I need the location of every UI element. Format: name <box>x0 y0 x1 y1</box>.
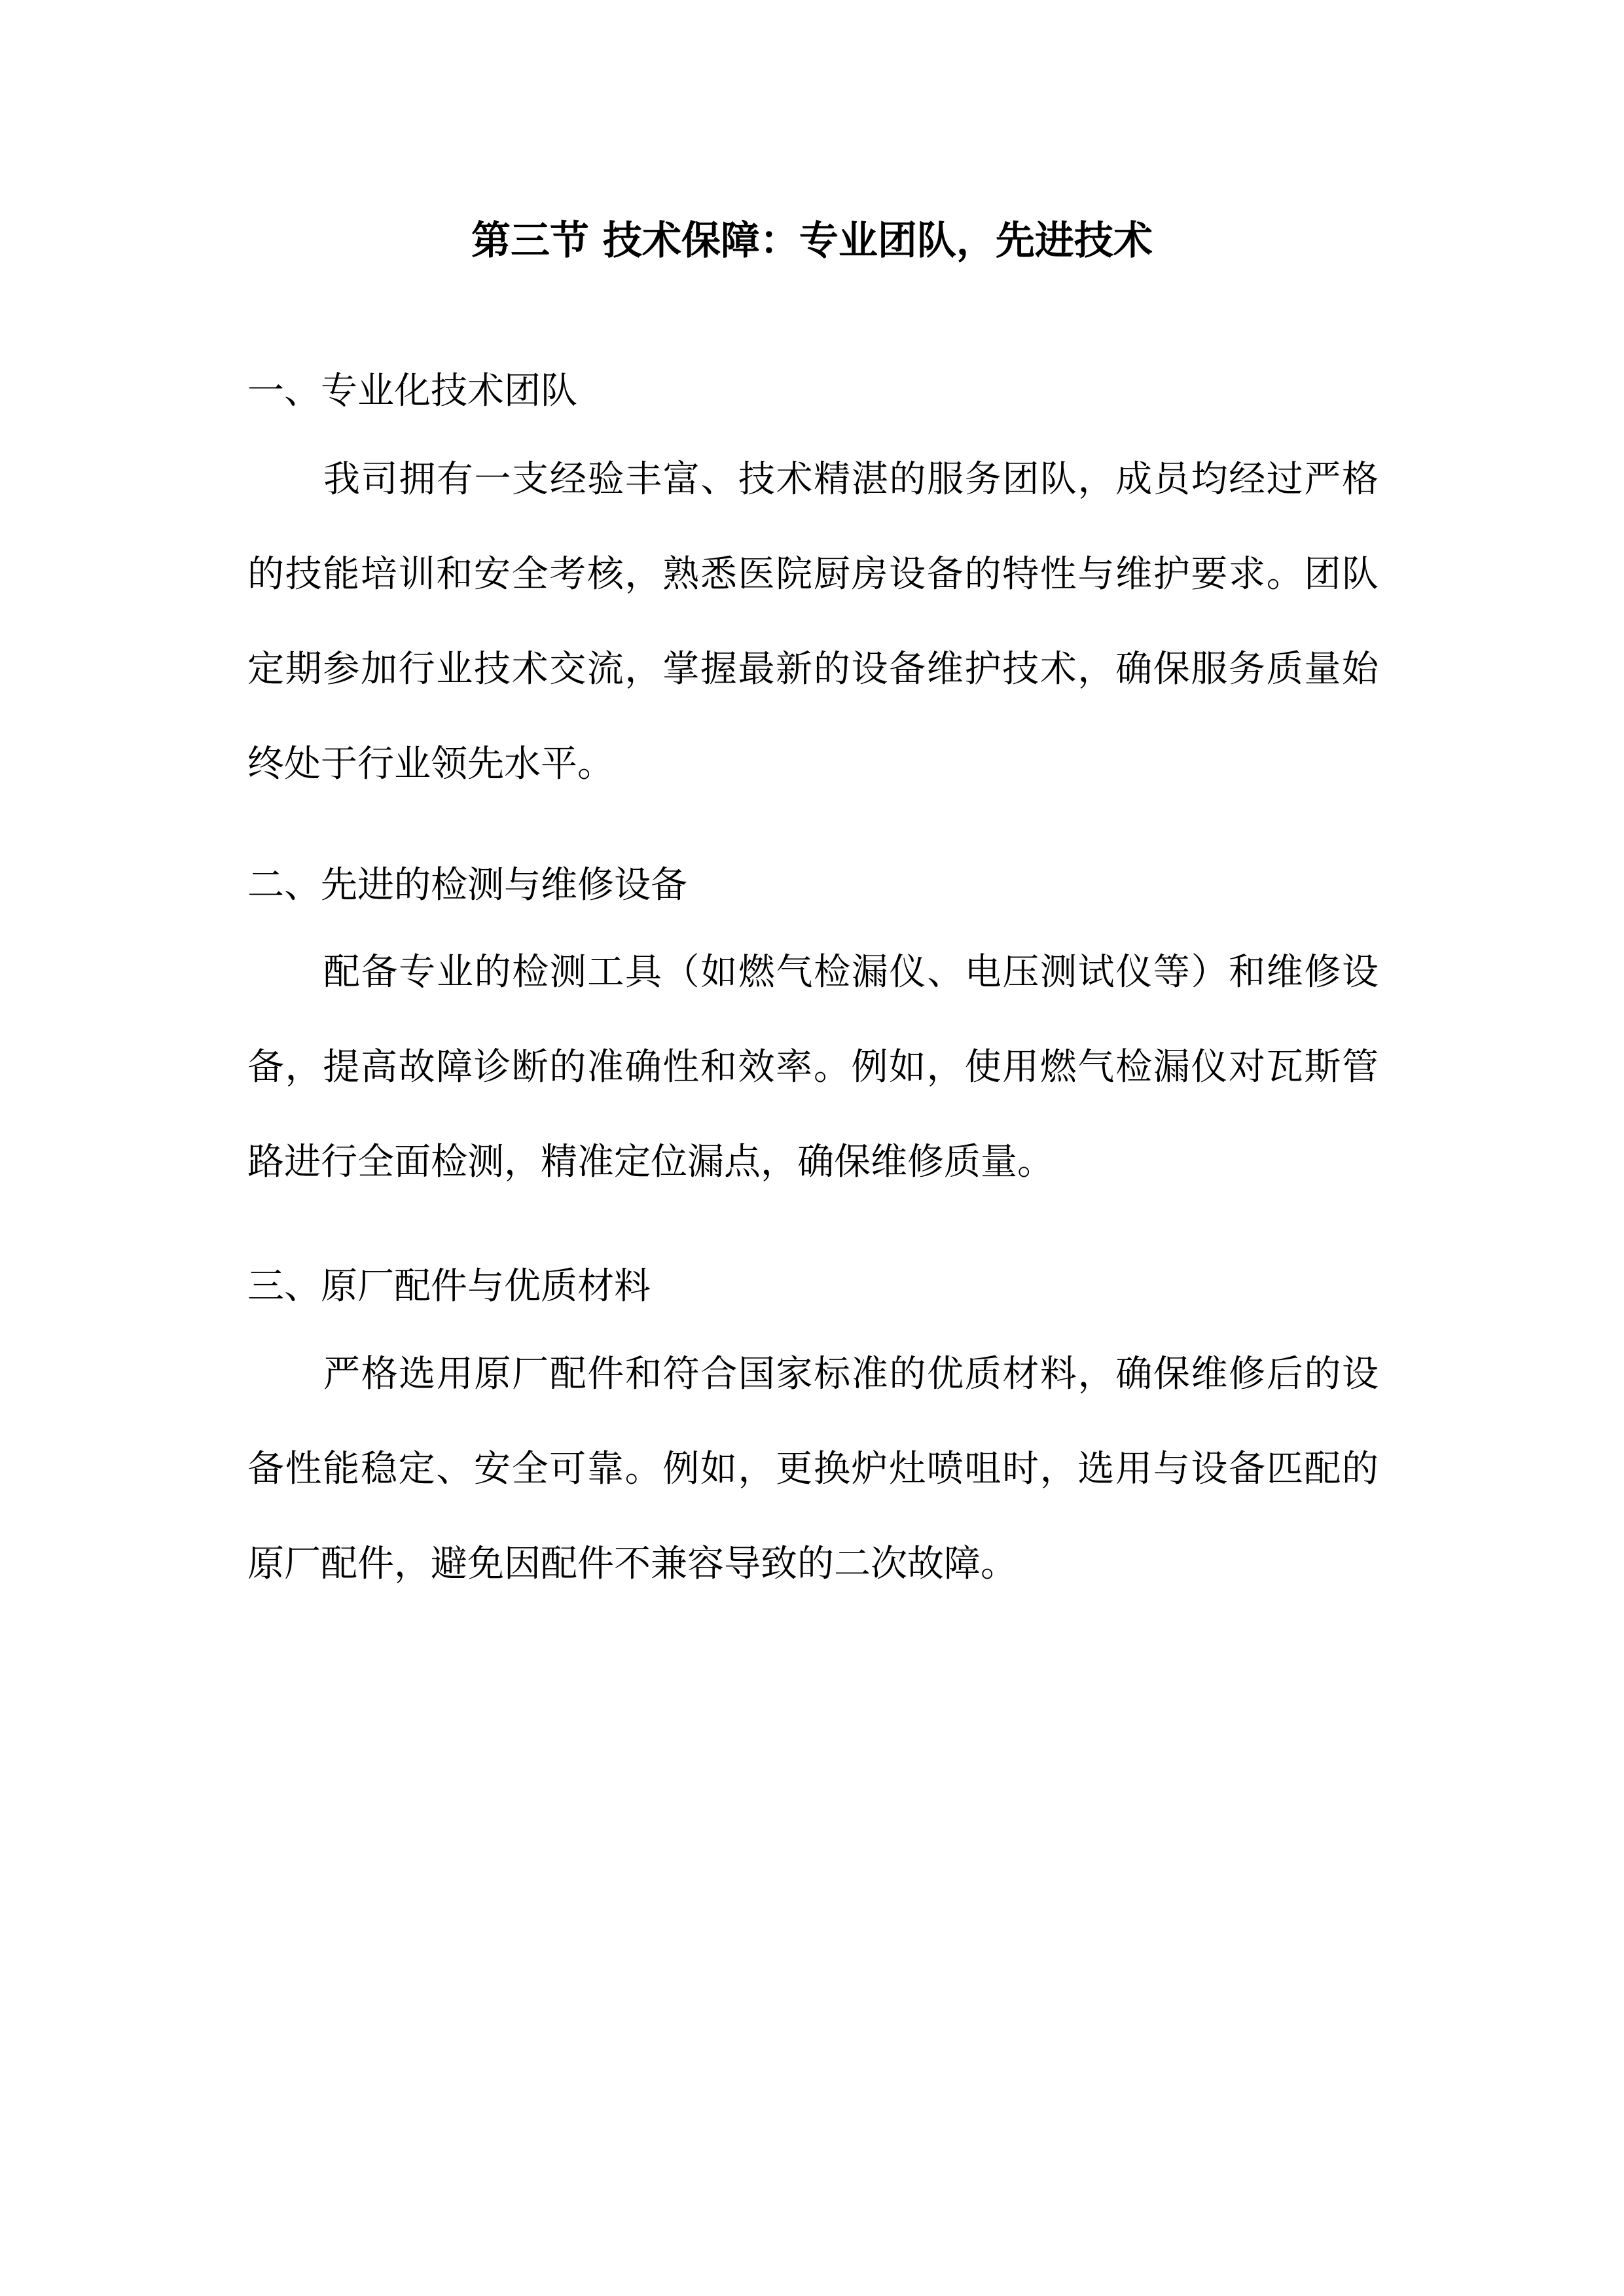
section-heading-1: 一、专业化技术团队 <box>247 370 577 412</box>
section-paragraph-1: 我司拥有一支经验丰富、技术精湛的服务团队，成员均经过严格的技能培训和安全考核，熟悉医院厨房设备的特性与维护要求。团队定期参加行业技术交流，掌握最新的设备维护技术，确保服务质量始终处于行业领先水平。 <box>247 458 1379 785</box>
section-paragraph-2: 配备专业的检测工具（如燃气检漏仪、电压测试仪等）和维修设备，提高故障诊断的准确性和效率。例如，使用燃气检漏仪对瓦斯管路进行全面检测，精准定位漏点，确保维修质量。 <box>247 951 1379 1183</box>
section-title: 第三节 技术保障：专业团队，先进技术 <box>471 218 1153 264</box>
section-paragraph-3: 严格选用原厂配件和符合国家标准的优质材料，确保维修后的设备性能稳定、安全可靠。例如，更换炉灶喷咀时，选用与设备匹配的原厂配件，避免因配件不兼容导致的二次故障。 <box>247 1353 1379 1585</box>
section-heading-2: 二、先进的检测与维修设备 <box>247 864 687 906</box>
section-heading-3: 三、原厂配件与优质材料 <box>247 1265 651 1308</box>
